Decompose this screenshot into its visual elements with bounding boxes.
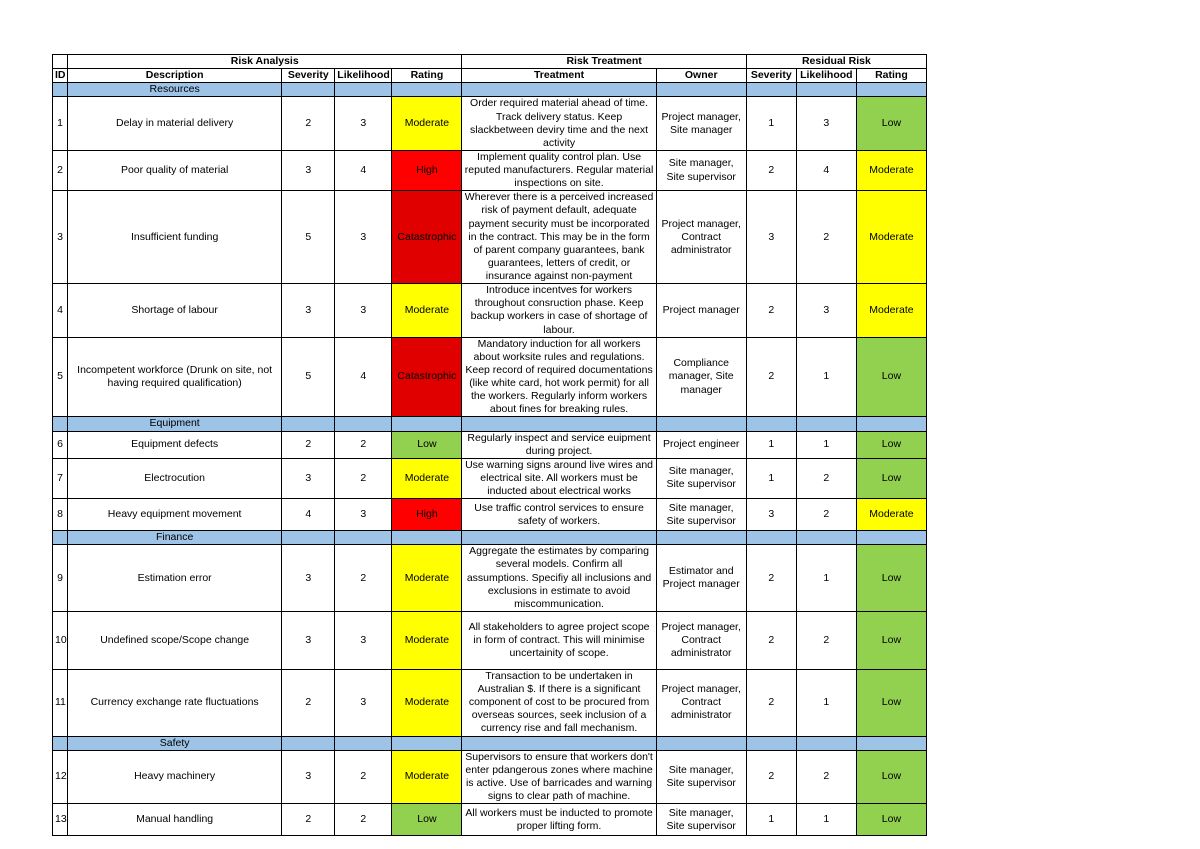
residual-likelihood: 2	[796, 191, 856, 284]
risk-severity: 3	[282, 750, 335, 804]
residual-rating: Low	[856, 611, 926, 669]
category-spacer	[796, 83, 856, 97]
risk-likelihood: 2	[335, 804, 392, 836]
risk-rating: Moderate	[392, 611, 462, 669]
risk-likelihood: 2	[335, 545, 392, 612]
risk-description: Currency exchange rate fluctuations	[68, 669, 282, 736]
category-spacer	[796, 417, 856, 431]
risk-treatment: Order required material ahead of time. Track delivery status. Keep slackbetween deviry time and the next activity	[462, 97, 656, 151]
category-spacer	[656, 531, 746, 545]
risk-id: 9	[53, 545, 68, 612]
risk-treatment: Regularly inspect and service euipment during project.	[462, 431, 656, 458]
residual-likelihood: 2	[796, 499, 856, 531]
risk-owner: Estimator and Project manager	[656, 545, 746, 612]
risk-id: 5	[53, 337, 68, 417]
risk-id: 11	[53, 669, 68, 736]
residual-severity: 2	[746, 611, 796, 669]
category-spacer	[392, 83, 462, 97]
risk-rating: Moderate	[392, 750, 462, 804]
category-spacer	[462, 417, 656, 431]
group-risk-treatment: Risk Treatment	[462, 55, 746, 69]
risk-likelihood: 3	[335, 611, 392, 669]
risk-rating: Moderate	[392, 284, 462, 338]
risk-treatment: Use warning signs around live wires and electrical site. All workers must be inducted about electrical works	[462, 458, 656, 498]
group-risk-analysis: Risk Analysis	[68, 55, 462, 69]
risk-row	[53, 458, 927, 498]
residual-severity: 3	[746, 499, 796, 531]
risk-register-table	[52, 54, 927, 836]
risk-treatment: Introduce incentves for workers throughout consruction phase. Keep backup workers in case of shortage of labour.	[462, 284, 656, 338]
category-row-finance	[53, 531, 927, 545]
risk-owner: Site manager, Site supervisor	[656, 750, 746, 804]
risk-description: Estimation error	[68, 545, 282, 612]
risk-severity: 5	[282, 191, 335, 284]
residual-severity: 2	[746, 750, 796, 804]
risk-description: Poor quality of material	[68, 150, 282, 190]
risk-severity: 3	[282, 150, 335, 190]
category-spacer	[856, 531, 926, 545]
risk-rating: High	[392, 150, 462, 190]
residual-likelihood: 1	[796, 545, 856, 612]
category-spacer	[796, 531, 856, 545]
category-spacer	[462, 83, 656, 97]
category-spacer	[462, 736, 656, 750]
category-spacer	[392, 736, 462, 750]
risk-id: 10	[53, 611, 68, 669]
risk-row	[53, 750, 927, 804]
risk-row	[53, 337, 927, 417]
risk-description: Manual handling	[68, 804, 282, 836]
risk-row	[53, 804, 927, 836]
category-spacer	[335, 83, 392, 97]
residual-likelihood: 1	[796, 669, 856, 736]
risk-likelihood: 3	[335, 669, 392, 736]
category-row-resources	[53, 83, 927, 97]
risk-treatment: Aggregate the estimates by comparing several models. Confirm all assumptions. Specifiy all inclusions and exclusions in estimate to avoid miscommunication.	[462, 545, 656, 612]
category-spacer	[462, 531, 656, 545]
risk-id: 3	[53, 191, 68, 284]
category-spacer	[656, 417, 746, 431]
residual-severity: 1	[746, 97, 796, 151]
col-residual-likelihood: Likelihood	[796, 69, 856, 83]
risk-severity: 2	[282, 431, 335, 458]
risk-severity: 3	[282, 284, 335, 338]
col-severity: Severity	[282, 69, 335, 83]
risk-severity: 2	[282, 97, 335, 151]
risk-treatment: All workers must be inducted to promote proper lifting form.	[462, 804, 656, 836]
category-row-equipment	[53, 417, 927, 431]
residual-severity: 3	[746, 191, 796, 284]
risk-id: 8	[53, 499, 68, 531]
residual-severity: 2	[746, 669, 796, 736]
risk-description: Heavy machinery	[68, 750, 282, 804]
col-likelihood: Likelihood	[335, 69, 392, 83]
category-label: Resources	[68, 83, 282, 97]
risk-owner: Site manager, Site supervisor	[656, 804, 746, 836]
risk-rating: Catastrophic	[392, 337, 462, 417]
risk-row	[53, 499, 927, 531]
risk-likelihood: 4	[335, 337, 392, 417]
residual-likelihood: 3	[796, 284, 856, 338]
category-spacer	[796, 736, 856, 750]
risk-id: 6	[53, 431, 68, 458]
risk-owner: Project manager	[656, 284, 746, 338]
risk-severity: 4	[282, 499, 335, 531]
risk-id: 4	[53, 284, 68, 338]
risk-likelihood: 3	[335, 97, 392, 151]
residual-severity: 2	[746, 150, 796, 190]
risk-rating: Moderate	[392, 458, 462, 498]
category-spacer	[656, 83, 746, 97]
category-spacer	[856, 83, 926, 97]
risk-severity: 3	[282, 458, 335, 498]
residual-likelihood: 1	[796, 431, 856, 458]
risk-treatment: Mandatory induction for all workers about worksite rules and regulations. Keep record of required documentations (like white card, hot work permit) for all the workers. Regularly inform workers about fines for breaking rules.	[462, 337, 656, 417]
risk-id: 12	[53, 750, 68, 804]
category-label: Equipment	[68, 417, 282, 431]
residual-likelihood: 2	[796, 750, 856, 804]
category-spacer	[746, 531, 796, 545]
risk-treatment: Supervisors to ensure that workers don't enter pdangerous zones where machine is active. Use of barricades and warning signs to clear path of machine.	[462, 750, 656, 804]
risk-likelihood: 2	[335, 431, 392, 458]
residual-rating: Moderate	[856, 191, 926, 284]
risk-likelihood: 3	[335, 284, 392, 338]
risk-description: Shortage of labour	[68, 284, 282, 338]
residual-rating: Low	[856, 750, 926, 804]
risk-rating: Moderate	[392, 545, 462, 612]
category-spacer	[282, 417, 335, 431]
residual-rating: Moderate	[856, 284, 926, 338]
col-residual-rating: Rating	[856, 69, 926, 83]
risk-description: Equipment defects	[68, 431, 282, 458]
category-spacer	[53, 531, 68, 545]
residual-rating: Low	[856, 337, 926, 417]
col-id: ID	[53, 69, 68, 83]
risk-owner: Site manager, Site supervisor	[656, 499, 746, 531]
risk-description: Heavy equipment movement	[68, 499, 282, 531]
residual-likelihood: 1	[796, 804, 856, 836]
risk-owner: Project engineer	[656, 431, 746, 458]
risk-owner: Project manager, Contract administrator	[656, 669, 746, 736]
category-spacer	[746, 417, 796, 431]
risk-likelihood: 2	[335, 458, 392, 498]
category-row-safety	[53, 736, 927, 750]
risk-rating: Moderate	[392, 669, 462, 736]
risk-description: Undefined scope/Scope change	[68, 611, 282, 669]
category-spacer	[856, 736, 926, 750]
risk-severity: 2	[282, 804, 335, 836]
risk-rating: Moderate	[392, 97, 462, 151]
residual-severity: 1	[746, 804, 796, 836]
risk-row	[53, 611, 927, 669]
residual-severity: 2	[746, 284, 796, 338]
risk-treatment: Implement quality control plan. Use reputed manufacturers. Regular material inspections on site.	[462, 150, 656, 190]
residual-likelihood: 3	[796, 97, 856, 151]
residual-rating: Low	[856, 669, 926, 736]
col-treatment: Treatment	[462, 69, 656, 83]
risk-owner: Project manager, Contract administrator	[656, 191, 746, 284]
residual-severity: 2	[746, 545, 796, 612]
category-spacer	[335, 531, 392, 545]
risk-severity: 3	[282, 611, 335, 669]
risk-likelihood: 3	[335, 499, 392, 531]
col-description: Description	[68, 69, 282, 83]
category-spacer	[746, 83, 796, 97]
category-spacer	[282, 83, 335, 97]
risk-rating: Catastrophic	[392, 191, 462, 284]
risk-row	[53, 284, 927, 338]
risk-row	[53, 545, 927, 612]
residual-rating: Low	[856, 545, 926, 612]
residual-rating: Low	[856, 97, 926, 151]
category-label: Safety	[68, 736, 282, 750]
category-spacer	[282, 531, 335, 545]
risk-row	[53, 97, 927, 151]
risk-rating: Low	[392, 431, 462, 458]
risk-row	[53, 150, 927, 190]
category-spacer	[53, 736, 68, 750]
risk-treatment: Transaction to be undertaken in Australian $. If there is a significant component of cost to be procured from overseas sources, seek inclusion of a currency rise and fall mechanism.	[462, 669, 656, 736]
residual-rating: Low	[856, 431, 926, 458]
risk-treatment: Wherever there is a perceived increased risk of payment default, adequate payment security must be incorporated in the contract. This may be in the form of parent company guarantees, bank guarantees, letters of credit, or insurance against non-payment	[462, 191, 656, 284]
category-spacer	[335, 736, 392, 750]
risk-id: 13	[53, 804, 68, 836]
category-spacer	[746, 736, 796, 750]
risk-id: 7	[53, 458, 68, 498]
category-spacer	[656, 736, 746, 750]
category-spacer	[392, 417, 462, 431]
risk-owner: Project manager, Contract administrator	[656, 611, 746, 669]
category-spacer	[856, 417, 926, 431]
risk-owner: Site manager, Site supervisor	[656, 458, 746, 498]
residual-likelihood: 2	[796, 611, 856, 669]
risk-description: Delay in material delivery	[68, 97, 282, 151]
risk-severity: 2	[282, 669, 335, 736]
col-residual-severity: Severity	[746, 69, 796, 83]
category-spacer	[392, 531, 462, 545]
risk-id: 1	[53, 97, 68, 151]
category-spacer	[282, 736, 335, 750]
residual-rating: Low	[856, 458, 926, 498]
risk-row	[53, 191, 927, 284]
risk-treatment: All stakeholders to agree project scope in form of contract. This will minimise uncertainity of scope.	[462, 611, 656, 669]
col-owner: Owner	[656, 69, 746, 83]
risk-owner: Project manager, Site manager	[656, 97, 746, 151]
residual-likelihood: 2	[796, 458, 856, 498]
residual-likelihood: 4	[796, 150, 856, 190]
risk-severity: 3	[282, 545, 335, 612]
risk-treatment: Use traffic control services to ensure safety of workers.	[462, 499, 656, 531]
group-residual-risk: Residual Risk	[746, 55, 926, 69]
residual-rating: Moderate	[856, 499, 926, 531]
residual-severity: 2	[746, 337, 796, 417]
risk-likelihood: 2	[335, 750, 392, 804]
risk-row	[53, 431, 927, 458]
residual-likelihood: 1	[796, 337, 856, 417]
risk-rating: High	[392, 499, 462, 531]
risk-likelihood: 4	[335, 150, 392, 190]
group-header-row	[53, 55, 927, 69]
risk-row	[53, 669, 927, 736]
column-header-row	[53, 69, 927, 83]
risk-rating: Low	[392, 804, 462, 836]
residual-rating: Moderate	[856, 150, 926, 190]
risk-description: Electrocution	[68, 458, 282, 498]
risk-likelihood: 3	[335, 191, 392, 284]
category-label: Finance	[68, 531, 282, 545]
residual-severity: 1	[746, 458, 796, 498]
risk-description: Insufficient funding	[68, 191, 282, 284]
category-spacer	[53, 83, 68, 97]
risk-owner: Compliance manager, Site manager	[656, 337, 746, 417]
residual-severity: 1	[746, 431, 796, 458]
risk-description: Incompetent workforce (Drunk on site, not having required qualification)	[68, 337, 282, 417]
category-spacer	[53, 417, 68, 431]
category-spacer	[335, 417, 392, 431]
residual-rating: Low	[856, 804, 926, 836]
risk-id: 2	[53, 150, 68, 190]
risk-severity: 5	[282, 337, 335, 417]
risk-owner: Site manager, Site supervisor	[656, 150, 746, 190]
col-rating: Rating	[392, 69, 462, 83]
